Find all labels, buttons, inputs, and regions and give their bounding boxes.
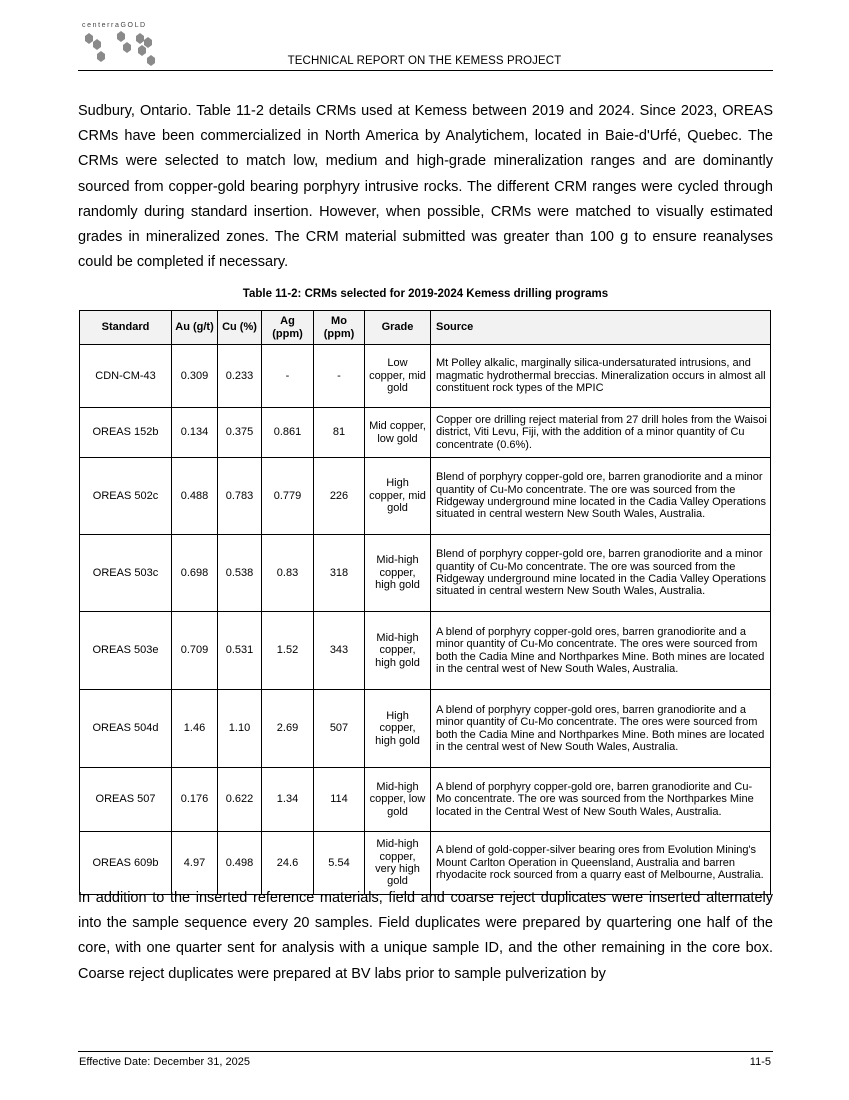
cell-source: A blend of porphyry copper-gold ores, barren granodiorite and a minor quantity of Cu-Mo concentrate. The ores were sourced from both the Cadia Mine and Northparkes Mine. Both mines are located in the central west of New South Wales, Australia.: [431, 612, 771, 690]
header-source: Source: [431, 311, 771, 345]
cell-mo: 226: [314, 458, 365, 535]
cell-source: Blend of porphyry copper-gold ore, barren granodiorite and a minor quantity of Cu-Mo concentrate. The ore was sourced from the Ridgeway underground mine located in the Cadia Valley Operations situated in central western New South Wales, Australia.: [431, 458, 771, 535]
table-row: [80, 458, 771, 535]
table-row: [80, 612, 771, 690]
cell-mo: 5.54: [314, 832, 365, 895]
cell-ag: 2.69: [262, 690, 314, 768]
header-grade: Grade: [365, 311, 431, 345]
cell-au: 0.709: [172, 612, 218, 690]
cell-mo: 507: [314, 690, 365, 768]
body-paragraph: Sudbury, Ontario. Table 11-2 details CRMs used at Kemess between 2019 and 2024. Since 2023, OREAS CRMs have been commercialized in North America by Analytichem, located in Baie-d'Urfé, Quebec. The CRMs were selected to match low, medium and high-grade mineralization ranges and are dominantly sourced from copper-gold bearing porphyry intrusive rocks. The different CRM ranges were cycled through randomly during standard insertion. However, when possible, CRMs were matched to visually estimated grades in mineralized zones. The CRM material submitted was greater than 100 g to ensure reanalyses could be completed if necessary.: [78, 103, 773, 271]
cell-source: A blend of gold-copper-silver bearing ores from Evolution Mining's Mount Carlton Operation in Queensland, Australia and barren rhyodacite rock sourced from a quarry east of Melbourne, Australia.: [431, 832, 771, 895]
table-row: [80, 345, 771, 408]
header-mo: Mo (ppm): [314, 311, 365, 345]
cell-mo: 81: [314, 408, 365, 458]
cell-au: 0.134: [172, 408, 218, 458]
header-cu: Cu (%): [218, 311, 262, 345]
logo-wordmark: centerraGOLD: [82, 22, 147, 29]
header-au: Au (g/t): [172, 311, 218, 345]
cell-grade: Mid-high copper, very high gold: [365, 832, 431, 895]
cell-grade: Low copper, mid gold: [365, 345, 431, 408]
cell-source: A blend of porphyry copper-gold ores, barren granodiorite and a minor quantity of Cu-Mo concentrate. The ores were sourced from both the Cadia Mine and Northparkes Mine. Both mines are located in the central west of New South Wales, Australia.: [431, 690, 771, 768]
cell-cu: 0.538: [218, 535, 262, 612]
cell-standard: OREAS 507: [80, 768, 172, 832]
body-paragraph: In addition to the inserted reference materials, field and coarse reject duplicates were inserted alternately into the sample sequence every 20 samples. Field duplicates were prepared by quartering one half of the core, with one quarter sent for analysis with a unique sample ID, and the other remaining in the core box. Coarse reject duplicates were prepared at BV labs prior to sample pulverization by: [78, 890, 773, 982]
cell-mo: -: [314, 345, 365, 408]
table-caption: Table 11-2: CRMs selected for 2019-2024 Kemess drilling programs: [242, 288, 609, 300]
cell-standard: CDN-CM-43: [80, 345, 172, 408]
cell-au: 0.488: [172, 458, 218, 535]
cell-grade: Mid-high copper, high gold: [365, 612, 431, 690]
cell-mo: 114: [314, 768, 365, 832]
cell-cu: 0.622: [218, 768, 262, 832]
page-number: 11-5: [749, 1056, 771, 1068]
cell-au: 4.97: [172, 832, 218, 895]
cell-mo: 318: [314, 535, 365, 612]
cell-ag: 0.779: [262, 458, 314, 535]
cell-source: Mt Polley alkalic, marginally silica-undersaturated intrusions, and magmatic hydrothermal breccias. Mineralization occurs in almost all constituent rock types of the MPIC: [431, 345, 771, 408]
cell-standard: OREAS 609b: [80, 832, 172, 895]
cell-au: 0.309: [172, 345, 218, 408]
cell-au: 0.698: [172, 535, 218, 612]
cell-grade: High copper, high gold: [365, 690, 431, 768]
cell-standard: OREAS 504d: [80, 690, 172, 768]
report-title: TECHNICAL REPORT ON THE KEMESS PROJECT: [287, 55, 562, 67]
header-ag: Ag (ppm): [262, 311, 314, 345]
cell-source: A blend of porphyry copper-gold ore, barren granodiorite and Cu-Mo concentrate. The ore was sourced from the Northparkes Mine located in the Central West of New South Wales, Australia.: [431, 768, 771, 832]
cell-au: 1.46: [172, 690, 218, 768]
cell-cu: 0.375: [218, 408, 262, 458]
cell-cu: 1.10: [218, 690, 262, 768]
cell-ag: -: [262, 345, 314, 408]
header-divider: [78, 70, 773, 71]
cell-cu: 0.531: [218, 612, 262, 690]
cell-grade: Mid copper, low gold: [365, 408, 431, 458]
cell-cu: 0.783: [218, 458, 262, 535]
cell-standard: OREAS 152b: [80, 408, 172, 458]
header-standard: Standard: [80, 311, 172, 345]
cell-ag: 24.6: [262, 832, 314, 895]
cell-ag: 1.34: [262, 768, 314, 832]
cell-ag: 1.52: [262, 612, 314, 690]
cell-grade: High copper, mid gold: [365, 458, 431, 535]
cell-cu: 0.233: [218, 345, 262, 408]
cell-standard: OREAS 502c: [80, 458, 172, 535]
table-row: [80, 690, 771, 768]
cell-ag: 0.861: [262, 408, 314, 458]
cell-au: 0.176: [172, 768, 218, 832]
cell-standard: OREAS 503e: [80, 612, 172, 690]
cell-mo: 343: [314, 612, 365, 690]
cell-standard: OREAS 503c: [80, 535, 172, 612]
cell-cu: 0.498: [218, 832, 262, 895]
table-header-row: [80, 311, 771, 345]
cell-grade: Mid-high copper, high gold: [365, 535, 431, 612]
cell-grade: Mid-high copper, low gold: [365, 768, 431, 832]
cell-source: Copper ore drilling reject material from 27 drill holes from the Waisoi district, Viti Levu, Fiji, with the addition of a minor quantity of Cu concentrate (0.6%).: [431, 408, 771, 458]
effective-date: Effective Date: December 31, 2025: [79, 1056, 251, 1068]
cell-ag: 0.83: [262, 535, 314, 612]
table-row: [80, 408, 771, 458]
footer-divider: [78, 1051, 773, 1052]
table-row: [80, 768, 771, 832]
cell-source: Blend of porphyry copper-gold ore, barren granodiorite and a minor quantity of Cu-Mo concentrate. The ore was sourced from the Ridgeway underground mine located in the Cadia Valley Operations situated in central western New South Wales, Australia.: [431, 535, 771, 612]
table-row: [80, 535, 771, 612]
crm-table: [79, 310, 771, 895]
